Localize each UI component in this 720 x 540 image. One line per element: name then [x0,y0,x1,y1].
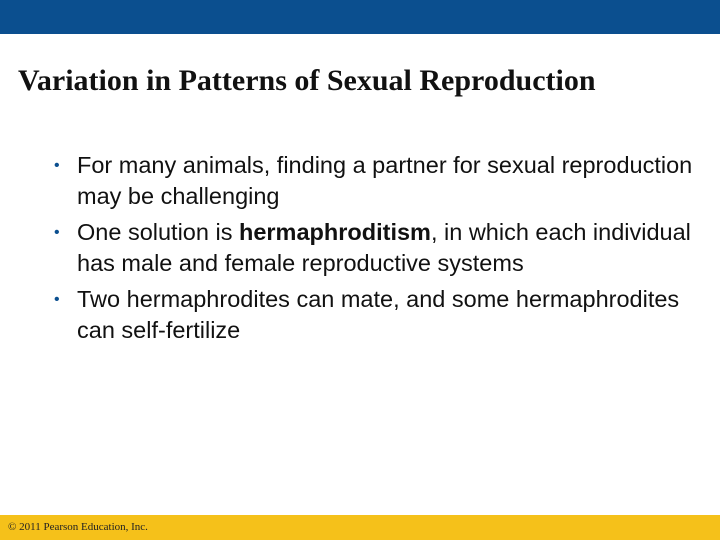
bullet-marker: • [54,157,60,174]
bullet-list [54,150,694,351]
bullet-text: Two hermaphrodites can mate, and some hermaphrodites can self-fertilize [77,286,680,343]
slide-title: Variation in Patterns of Sexual Reproduction [18,64,596,97]
bullet-marker: • [54,224,60,241]
key-term: hermaphroditism [238,219,431,245]
bullet-text: For many animals, finding a partner for sexual reproduction may be challenging [77,152,693,209]
bullet-text-before-term: One solution is [77,219,239,245]
header-bar [0,0,720,34]
bullet-text-after-term: , in which each individual has male and female reproductive systems [77,219,691,276]
bullet-item [54,284,694,346]
bullet-item [54,217,694,279]
copyright-notice: © 2011 Pearson Education, Inc. [8,521,148,533]
bullet-item [54,150,694,212]
bullet-marker: • [54,291,60,308]
